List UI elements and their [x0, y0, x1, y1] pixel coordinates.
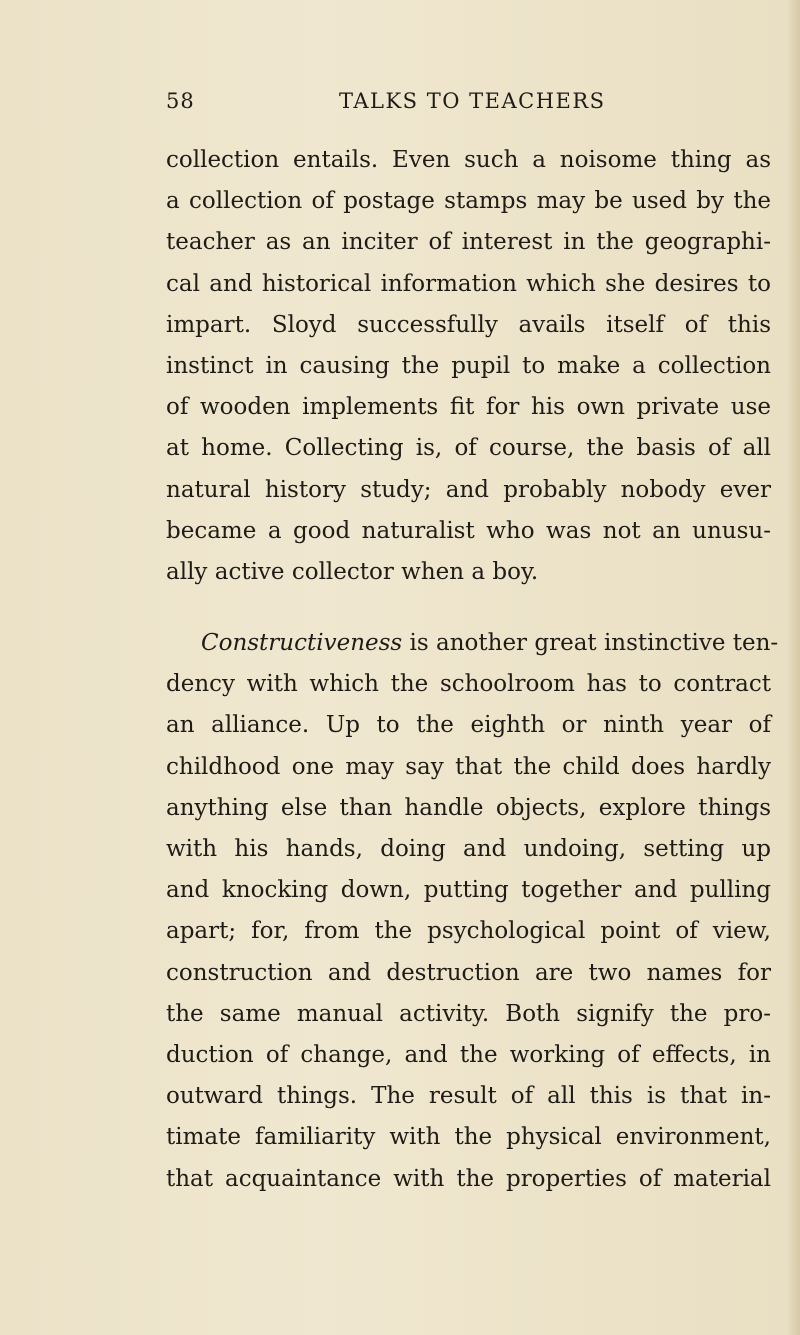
text-line: teacher as an inciter of interest in the geographi- — [166, 229, 771, 256]
text-line: a collection of postage stamps may be used by the — [166, 188, 771, 215]
text-line: became a good naturalist who was not an unusu- — [166, 517, 771, 544]
italic-term: Constructiveness — [201, 630, 403, 657]
text-line: ally active collector when a boy. — [166, 558, 539, 585]
text-line: outward things. The result of all this is that in- — [166, 1083, 771, 1110]
paragraph-2 — [166, 623, 779, 1200]
text-line: anything else than handle objects, explore things — [166, 794, 771, 821]
text-line-rest: is another great instinctive ten- — [402, 630, 779, 657]
text-line: impart. Sloyd successfully avails itself of this — [166, 311, 771, 338]
text-line: with his hands, doing and undoing, setting up — [166, 836, 771, 862]
text-line: timate familiarity with the physical environment, — [166, 1124, 771, 1151]
text-line: cal and historical information which she desires to — [166, 270, 771, 297]
text-line: and knocking down, putting together and pulling — [166, 877, 771, 904]
text-line: the same manual activity. Both signify the pro- — [166, 1000, 771, 1027]
running-head — [166, 86, 766, 116]
running-title: TALKS TO TEACHERS — [339, 89, 606, 113]
text-line: dency with which the schoolroom has to contract — [166, 671, 771, 698]
text-line-first — [166, 623, 779, 664]
text-line: instinct in causing the pupil to make a collection — [166, 352, 771, 379]
text-line: natural history study; and probably nobody ever — [166, 476, 771, 503]
body-text — [166, 140, 779, 1200]
paragraph-gap — [166, 593, 771, 623]
text-line: that acquaintance with the properties of material — [166, 1165, 771, 1192]
text-line: apart; for, from the psychological point of view, — [166, 918, 771, 945]
page-edge-shadow — [786, 0, 800, 1335]
text-line: collection entails. Even such a noisome thing as — [166, 147, 771, 173]
page-number: 58 — [166, 89, 195, 113]
text-line: duction of change, and the working of effects, in — [166, 1041, 771, 1068]
text-line: of wooden implements fit for his own private use — [166, 394, 771, 421]
paragraph-1 — [166, 140, 771, 593]
text-line: an alliance. Up to the eighth or ninth year of — [166, 712, 771, 739]
text-line: childhood one may say that the child does hardly — [166, 753, 771, 780]
text-line: construction and destruction are two names for — [166, 959, 771, 986]
text-line: at home. Collecting is, of course, the basis of all — [166, 435, 771, 462]
